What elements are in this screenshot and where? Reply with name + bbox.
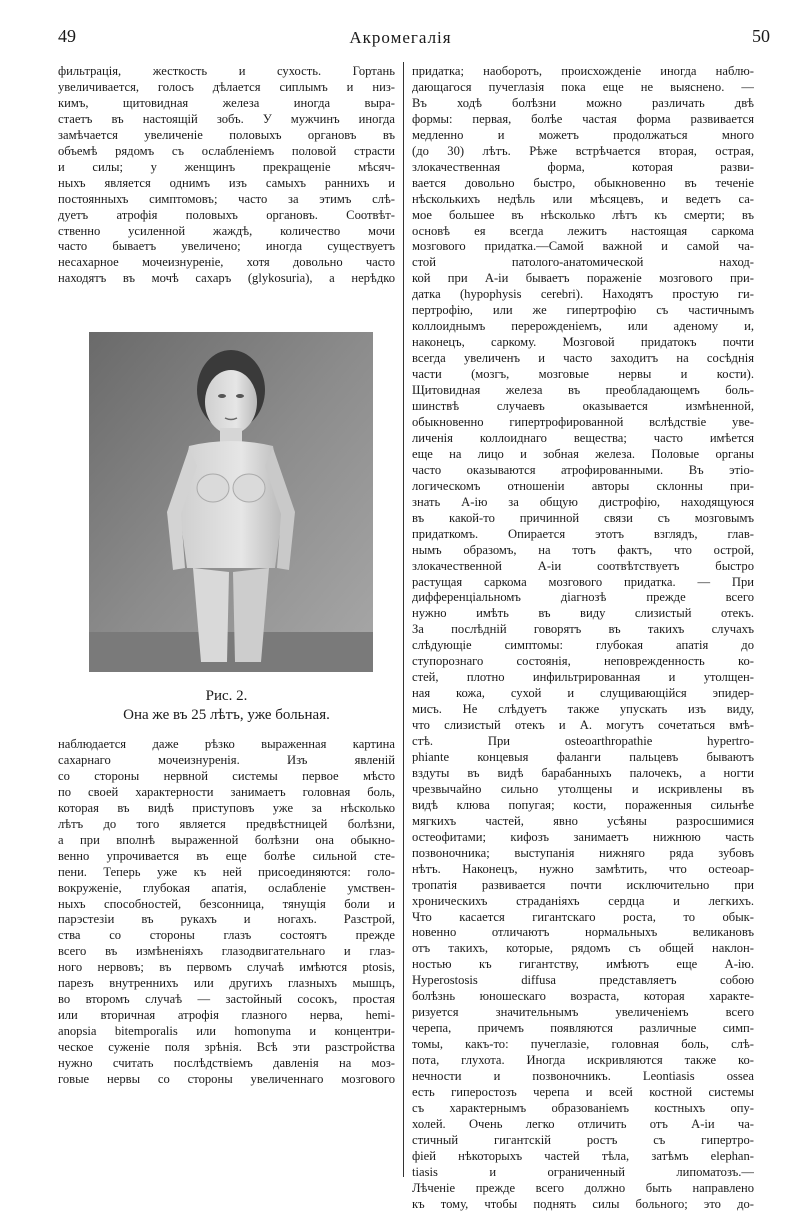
text-line: ныхъ является однимъ изъ самыхъ раннихъ и [58,175,395,190]
text-line: злокачественной А-іи соотвѣтствуетъ быстро [412,558,754,573]
text-line: холей. Очень легко отличить отъ А-іи ча- [412,1116,754,1131]
text-line: новенно отличаютъ нормальныхъ великановъ [412,925,754,940]
text-line: обыкновенно гипертрофированной вслѣдствіе уве- [412,414,754,429]
text-line: или вторичная атрофія глазного нерва, hemi- [58,1008,395,1023]
text-line: дающагося пучеглазія пока еще не выяснено. — [412,79,754,94]
text-line: растущая саркома мозгового придатка. — При [412,574,754,589]
text-line: всегда увеличенъ и часто заходитъ на сосѣднія [412,351,754,366]
text-line: говые нервы со стороны увеличеннаго мозгового [58,1072,395,1087]
text-line: что слизистый отекъ и А. могутъ сочетаться вмѣ- [412,718,754,733]
text-line: фіей нѣкоторыхъ частей тѣла, затѣмъ elephan- [412,1148,754,1163]
text-line: ностью къ гигантству, имѣютъ еще А-ію. [412,957,754,972]
text-line: часто оказываются атрофированными. Въ этіо- [412,462,754,477]
text-line: которая въ видѣ приступовъ уже за нѣсколько [58,800,395,815]
text-line: мисъ. Не слѣдуетъ также упускать изъ виду, [412,702,754,717]
figure-caption: Она же въ 25 лѣтъ, уже больная. [123,707,330,723]
text-line: ступорознаго состоянія, неповрежденность ко- [412,654,754,669]
text-line: шинствѣ случаевъ оказывается измѣненной, [412,399,754,414]
text-line: Щитовидная железа въ преобладающемъ боль- [412,383,754,398]
left-column-bottom-text [58,737,395,1088]
running-title: Акромегалія [349,28,452,47]
text-line: нужно имѣть въ виду слизистый отекъ. [412,606,754,621]
text-line: phiante концевыя фаланги пальцевъ бываютъ [412,749,754,764]
text-line: личенія коллоиднаго вещества; часто имѣется [412,430,754,445]
text-line: стаетъ въ настоящій зобъ. У мужчинъ иногда [58,111,395,126]
text-line: тропатія развивается почти исключительно при [412,877,754,892]
text-line: дифференціальномъ діагнозѣ прежде всего [412,590,754,605]
text-line: часто бываетъ увеличено; иногда существуетъ [58,239,395,254]
text-line: ства со стороны глазъ состоятъ прежде [58,928,395,943]
text-line: по своей характерности занимаетъ головная боль, [58,784,395,799]
text-line: позвоночника; выступанія нижняго ряда зубовъ [412,845,754,860]
text-line: мое большее въ нѣсколько лѣтъ къ смерти; въ [412,207,754,222]
text-line: нужно считать послѣдствіемъ давленія на моз- [58,1056,395,1071]
text-line: ного нервовъ; въ первомъ случаѣ имѣются ptosis, [58,960,395,975]
text-line: нечности и позвоночникъ. Leontiasis ossea [412,1069,754,1084]
text-line: венно упрочивается въ еще болѣе сильной сте- [58,848,395,863]
text-line: постоянныхъ симптомовъ; часто за этимъ слѣ- [58,191,395,206]
text-line: ныхъ способностей, безсонница, тянущія боли и [58,896,395,911]
right-column-text [412,64,754,1213]
left-column-top-text [58,64,395,287]
text-line: вокруженіе, глубокая апатія, ослабленіе умствен- [58,880,395,895]
text-line: Въ ходѣ болѣзни можно различать двѣ [412,95,754,110]
text-line: еще на лицо и зобная железа. Половые органы [412,446,754,461]
text-line: во второмъ случаѣ — застойный сосокъ, простая [58,992,395,1007]
text-line: со стороны нервной системы первое мѣсто [58,768,395,783]
text-line: стой патолого-анатомической наход- [412,255,754,270]
text-line: нѣтъ. Наконецъ, нужно замѣтить, что остеоар- [412,861,754,876]
text-line: находятъ въ мочѣ сахаръ (glykosuria), а нерѣдко [58,271,395,286]
text-line: ная кожа, сухой и слущивающійся эпидер- [412,686,754,701]
text-line: anopsia bitemporalis или homonyma и концентри- [58,1024,395,1039]
text-line: сахарнаго мочеизнуренія. Изъ явленій [58,752,395,767]
text-line: стей, плотно инфильтрированная и утолщен- [412,670,754,685]
text-line: пота, глухота. Иногда искривляются также ко- [412,1053,754,1068]
text-line: ственно усиленной жаждѣ, количество мочи [58,223,395,238]
text-line: ческое суженіе поля зрѣнія. Всѣ эти разстройства [58,1040,395,1055]
text-line: а при вполнѣ выраженной болѣзни она обыкно- [58,832,395,847]
text-line: датка (hypophysis cerebri). Находятъ простую ги- [412,287,754,302]
text-line: кимъ, щитовидная железа иногда выра- [58,95,395,110]
text-line: есть гиперостозъ черепа и всей костной системы [412,1085,754,1099]
text-line: стичный гигантскій ростъ съ гипертро- [412,1132,754,1147]
text-line: пени. Теперь уже къ ней присоединяются: голо- [58,864,395,879]
text-line: придатка; наоборотъ, происхожденіе иногда наблю- [412,64,754,78]
text-line: всего въ измѣненіяхъ глазодвигательнаго и глаз- [58,944,395,959]
patient-photograph [89,332,373,672]
text-line: злокачественная форма, которая разви- [412,159,754,174]
text-line: Hyperostosis diffusa представляетъ собою [412,973,754,988]
text-line: увеличивается, голосъ дѣлается сиплымъ и низ- [58,79,395,94]
text-line: стѣ. При osteoarthropathie hypertro- [412,734,754,749]
text-line: лѣтъ до того является предвѣстницей болѣзни, [58,816,395,831]
text-line: кой при А-іи бываетъ пораженіе мозгового при- [412,271,754,286]
text-line: чрезвычайно сильно утолщены и искривлены въ [412,781,754,796]
text-line: остеофитами; кифозъ занимаетъ нижнюю часть [412,829,754,844]
text-line: формы: первая, болѣе частая форма развивается [412,111,754,126]
text-line: отъ такихъ, которые, рядомъ съ общей наклон- [412,941,754,956]
figure-label: Рис. 2. [205,688,248,704]
text-line: мозгового придатка.—Самой важной и самой ча- [412,239,754,254]
text-line: черепа, причемъ появляются различные симп- [412,1021,754,1036]
text-line: медленно и можетъ продолжаться много [412,127,754,142]
page-number-left: 49 [58,26,76,46]
text-line: несахарное мочеизнуреніе, хотя довольно часто [58,255,395,270]
text-line: болѣзнь юношескаго возраста, которая характе- [412,989,754,1004]
text-line: съ характернымъ образованіемъ костныхъ опу- [412,1100,754,1115]
figure [58,332,395,672]
text-line: нѣсколькихъ недѣль или мѣсяцевъ, и ведетъ са- [412,191,754,206]
text-line: видѣ клюва попугая; кости, пораженныя сильнѣе [412,797,754,812]
text-line: парезъ внутреннихъ или другихъ глазныхъ мышцъ, [58,976,395,991]
page-number-right: 50 [752,26,770,46]
text-line: къ тому, чтобы поднять силы больного; это до- [412,1196,754,1211]
text-line: части (мозгъ, мозговые нервы и кости). [412,367,754,382]
text-line: коллоиднымъ перерожденіемъ, или аденому и, [412,319,754,334]
text-line: дуетъ атрофія половыхъ органовъ. Соотвѣт- [58,207,395,222]
text-line: логическомъ отношеніи авторы склонны при- [412,478,754,493]
text-line: фильтрація, жесткость и сухость. Гортань [58,64,395,78]
text-line: Лѣченіе прежде всего должно быть направлено [412,1180,754,1195]
text-line: вздуты въ видѣ барабанныхъ палочекъ, а ногти [412,765,754,780]
text-line: основѣ ея всегда лежитъ настоящая саркома [412,223,754,238]
text-line: томы, какъ-то: пучеглазіе, головная боль, слѣ- [412,1037,754,1052]
text-line: (до 30) лѣтъ. Рѣже встрѣчается вторая, острая, [412,143,754,158]
text-line: парэстезіи въ рукахъ и ногахъ. Разстрой, [58,912,395,927]
text-line: придаткомъ. Опирается этотъ взглядъ, глав- [412,526,754,541]
text-line: наблюдается даже рѣзко выраженная картина [58,737,395,751]
text-line: въ какой-то причинной связи съ мозговымъ [412,510,754,525]
text-line: наконецъ, саркому. Мозговой придатокъ почти [412,335,754,350]
text-line: мягкихъ частей, явно усѣяны разросшимися [412,813,754,828]
text-line: вается довольно быстро, обыкновенно въ теченіе [412,175,754,190]
column-divider [403,62,404,1177]
text-line: знать А-ію за общую дистрофію, находящуюся [412,494,754,509]
text-line: и силы; у женщинъ прекращеніе мѣсяч- [58,159,395,174]
text-line: объемѣ рядомъ съ ослабленіемъ половой страсти [58,143,395,158]
text-line: хроническихъ страданіяхъ сердца и легкихъ. [412,893,754,908]
text-line: ризуется значительнымъ увеличеніемъ всего [412,1005,754,1020]
text-line: пертрофію, или же гипертрофію съ частичнымъ [412,303,754,318]
text-line: нымъ образомъ, на тотъ фактъ, что острой, [412,542,754,557]
text-line: Что касается гигантскаго роста, то обык- [412,909,754,924]
text-line: слѣдующіе симптомы: глубокая апатія до [412,638,754,653]
page-header [0,26,801,56]
text-line: замѣчается увеличеніе половыхъ органовъ въ [58,127,395,142]
text-line: За послѣдній говорятъ въ такихъ случахъ [412,622,754,637]
text-line: tiasis и ограниченный липоматозъ.— [412,1164,754,1179]
